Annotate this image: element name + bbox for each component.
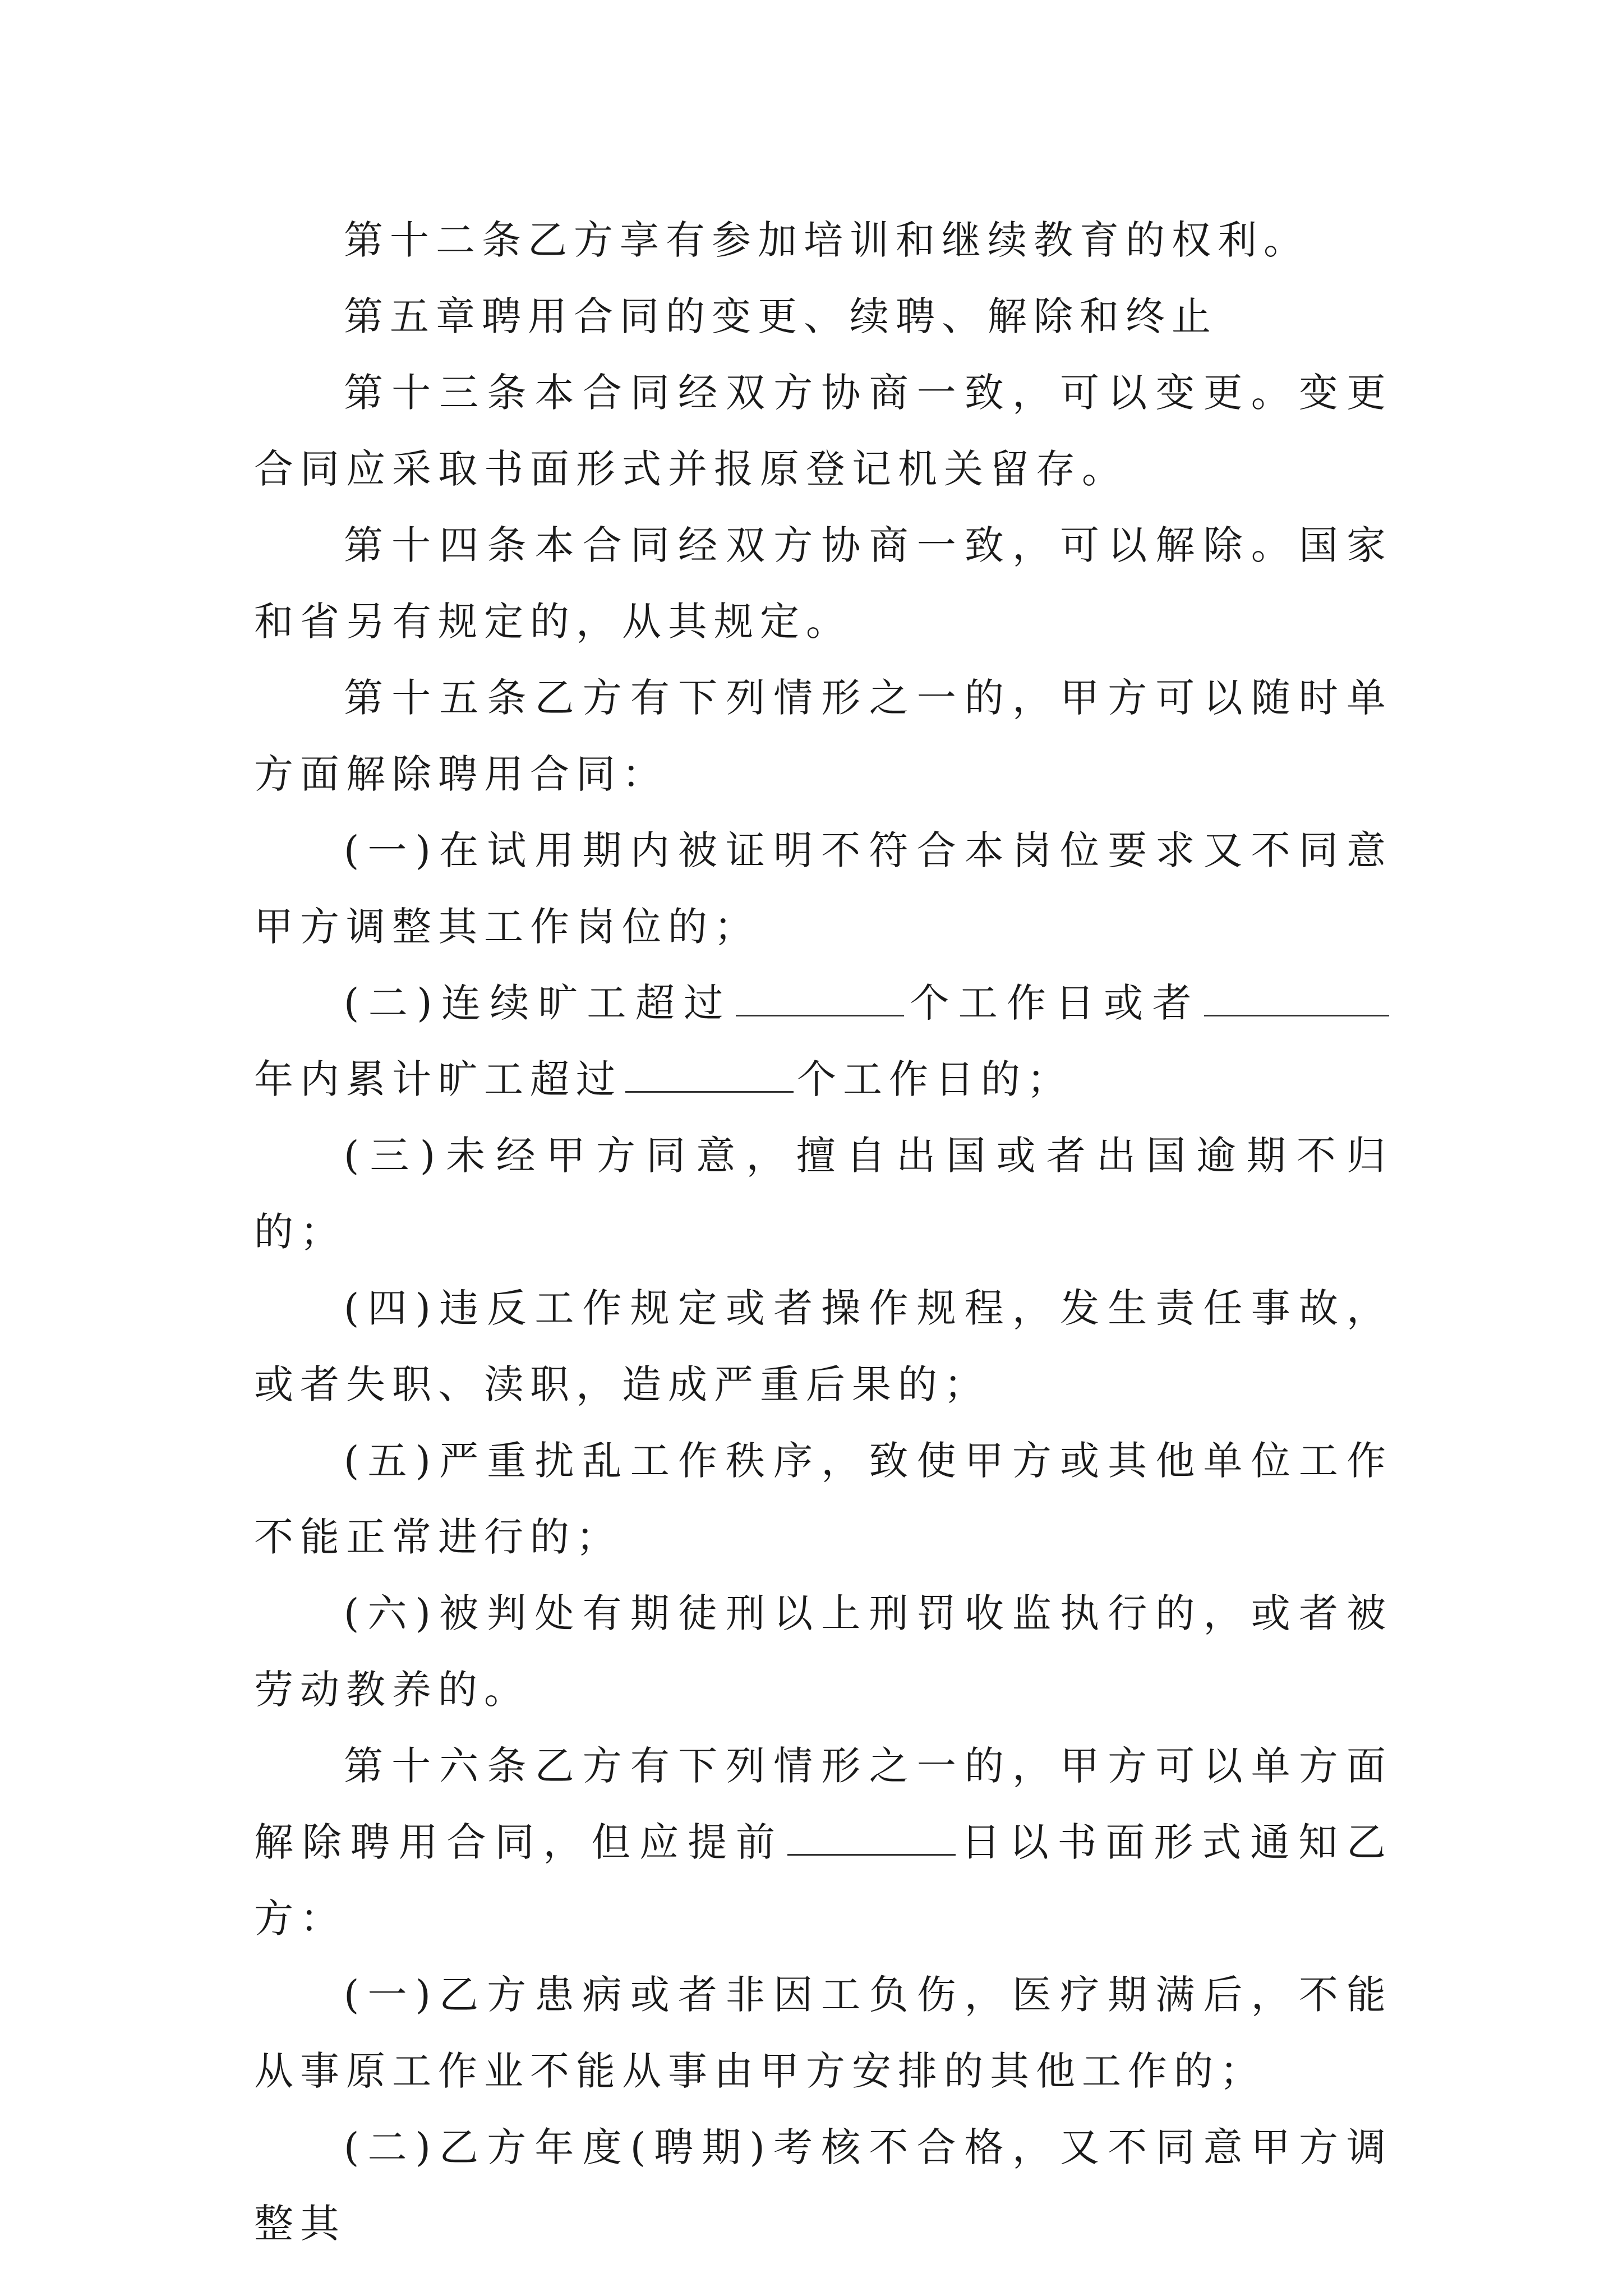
article-16-item-2: (二)乙方年度(聘期)考核不合格，又不同意甲方调整其 bbox=[254, 2124, 1393, 2247]
blank-line-years[interactable] bbox=[1204, 976, 1389, 1016]
article-13-paragraph: 第十三条本合同经双方协商一致，可以变更。变更合同应采取书面形式并报原登记机关留存。 bbox=[254, 370, 1393, 492]
article-14-paragraph: 第十四条本合同经双方协商一致，可以解除。国家和省另有规定的，从其规定。 bbox=[254, 522, 1393, 645]
article-12-paragraph: 第十二条乙方享有参加培训和继续教育的权利。 bbox=[344, 217, 1310, 263]
article-16-item-1: (一)乙方患病或者非因工负伤，医疗期满后，不能从事原工作业不能从事由甲方安排的其他工作的； bbox=[254, 1972, 1393, 2094]
item-2-text-b: 个工作日或者 bbox=[907, 980, 1201, 1026]
blank-line-cumulative-days[interactable] bbox=[625, 1052, 794, 1093]
article-16-paragraph bbox=[254, 1728, 1393, 1957]
blank-line-days[interactable] bbox=[736, 976, 904, 1016]
item-2-text-a: (二)连续旷工超过 bbox=[344, 980, 732, 1026]
contract-text-body bbox=[254, 202, 1393, 2262]
article-16-text-a: 第十六条乙方有下列情形之一的，甲方可以单方面解除聘用合同，但应提前 bbox=[254, 1743, 1393, 1865]
blank-line-notice-days[interactable] bbox=[787, 1815, 956, 1856]
article-15-item-6: (六)被判处有期徒刑以上刑罚收监执行的，或者被劳动教养的。 bbox=[254, 1590, 1393, 1713]
chapter-5-heading: 第五章聘用合同的变更、续聘、解除和终止 bbox=[344, 293, 1218, 339]
article-15-item-1: (一)在试用期内被证明不符合本岗位要求又不同意甲方调整其工作岗位的； bbox=[254, 827, 1393, 950]
article-15-item-2 bbox=[254, 965, 1393, 1117]
item-2-text-c: 年内累计旷工超过 bbox=[254, 1056, 622, 1102]
article-16-text-b: 日以书面形式通知乙方： bbox=[254, 1819, 1393, 1941]
article-15-item-3: (三)未经甲方同意，擅自出国或者出国逾期不归的； bbox=[254, 1133, 1393, 1255]
item-2-text-d: 个工作日的； bbox=[797, 1056, 1073, 1102]
article-15-paragraph: 第十五条乙方有下列情形之一的，甲方可以随时单方面解除聘用合同： bbox=[254, 675, 1393, 797]
article-15-item-4: (四)违反工作规定或者操作规程，发生责任事故，或者失职、渎职，造成严重后果的； bbox=[254, 1285, 1393, 1407]
article-15-item-5: (五)严重扰乱工作秩序，致使甲方或其他单位工作不能正常进行的； bbox=[254, 1438, 1393, 1560]
